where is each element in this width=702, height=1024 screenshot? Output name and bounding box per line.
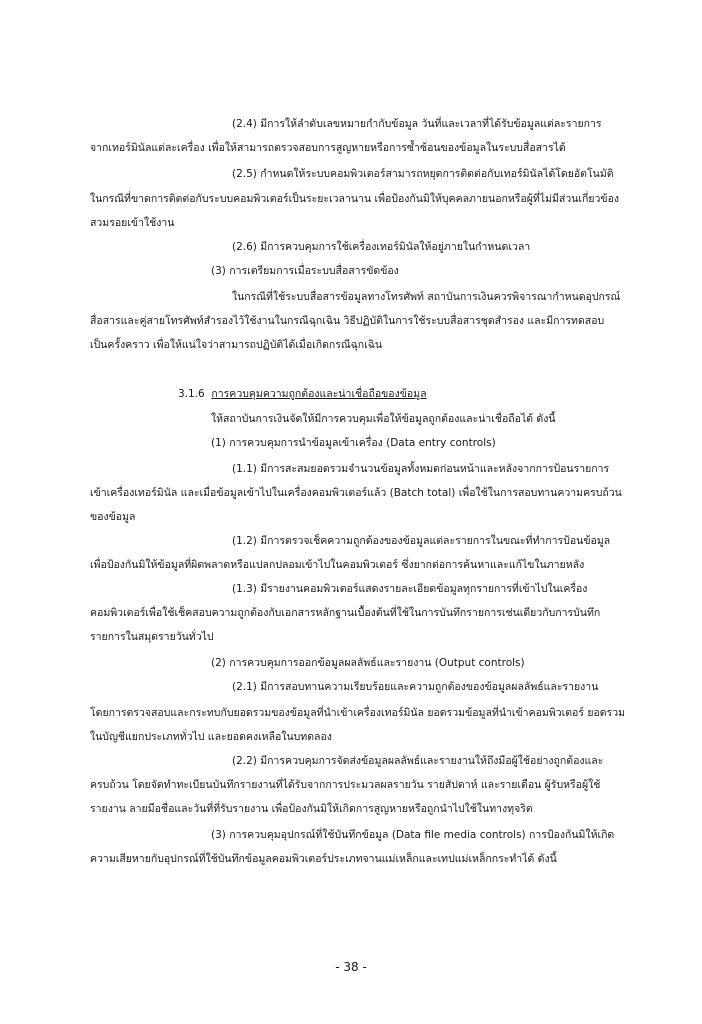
text-line: คอมพิวเตอร์เพื่อใช้เช็คสอบความถูกต้องกับเอกสารหลักฐานเบื้องต้นที่ใช้ในการบันทึกรายการเช่นเดียวกับการบันทึก (90, 607, 601, 619)
text-line: ในกรณีที่ขาดการติดต่อกับระบบคอมพิวเตอร์เป็นระยะเวลานาน เพื่อป้องกันมิให้บุคคลภายนอกหรือผู้ที่ไม่มีส่วนเกี่ยวข้อง (90, 193, 620, 205)
section-number: 3.1.6 (178, 388, 205, 400)
text-line: สวมรอยเข้าใช้งาน (90, 217, 175, 229)
page-number: - 38 - (335, 960, 367, 974)
text-line: (2.1) มีการสอบทานความเรียบร้อยและความถูกต้องของข้อมูลผลลัพธ์และรายงาน (232, 681, 599, 693)
text-line: (2.2) มีการควบคุมการจัดส่งข้อมูลผลลัพธ์และรายงานให้ถึงมือผู้ใช้อย่างถูกต้องและ (232, 755, 604, 767)
text-line: ให้สถาบันการเงินจัดให้มีการควบคุมเพื่อให้ข้อมูลถูกต้องและน่าเชื่อถือได้ ดังนี้ (211, 413, 556, 425)
text-line: โดยการตรวจสอบและกระทบกับยอดรวมของข้อมูลที่นำเข้าเครื่องเทอร์มินัล ยอดรวมข้อมูลที่นำเข้าคอมพิวเตอร์ ยอดรวม (90, 707, 626, 719)
text-line: ในกรณีที่ใช้ระบบสื่อสารข้อมูลทางโทรศัพท์ สถาบันการเงินควรพิจารณากำหนดอุปกรณ์ (232, 291, 621, 303)
text-line: จากเทอร์มินัลแต่ละเครื่อง เพื่อให้สามารถตรวจสอบการสูญหายหรือการซ้ำซ้อนของข้อมูลในระบบสื่อสารได้ (90, 142, 566, 154)
text-line: รายการในสมุดรายวันทั่วไป (90, 631, 214, 643)
text-line: เป็นครั้งคราว เพื่อให้แน่ใจว่าสามารถปฏิบัติได้เมื่อเกิดกรณีฉุกเฉิน (90, 339, 383, 351)
text-line: รายงาน ลายมือชื่อและวันที่ที่รับรายงาน เพื่อป้องกันมิให้เกิดการสูญหายหรือถูกนำไปใช้ในทางทุจริต (90, 803, 533, 815)
text-line: (1) การควบคุมการนำข้อมูลเข้าเครื่อง (Data entry controls) (211, 437, 496, 449)
text-line: เข้าเครื่องเทอร์มินัล และเมื่อข้อมูลเข้าไปในเครื่องคอมพิวเตอร์แล้ว (Batch total) เพื่อใช้ในการสอบทานความครบถ้วน (90, 487, 622, 499)
text-line: สื่อสารและคู่สายโทรศัพท์สำรองไว้ใช้งานในกรณีฉุกเฉิน วิธีปฏิบัติในการใช้ระบบสื่อสารชุดสำรอง และมีการทดสอบ (90, 315, 605, 327)
text-line: ของข้อมูล (90, 511, 136, 523)
section-title: การควบคุมความถูกต้องและน่าเชื่อถือของข้อมูล (211, 388, 427, 400)
text-line: (3) การเตรียมการเมื่อระบบสื่อสารขัดข้อง (211, 265, 399, 277)
section-heading (178, 387, 427, 401)
text-line: (1.3) มีรายงานคอมพิวเตอร์แสดงรายละเอียดข้อมูลทุกรายการที่เข้าไปในเครื่อง (232, 583, 588, 595)
text-line: (2) การควบคุมการออกข้อมูลผลลัพธ์และรายงาน (Output controls) (211, 657, 525, 669)
text-line: ครบถ้วน โดยจัดทำทะเบียนบันทึกรายงานที่ได้รับจากการประมวลผลรายวัน รายสัปดาห์ และรายเดือน ผู้รับหรือผู้ใช้ (90, 779, 601, 791)
text-line: (2.5) กำหนดให้ระบบคอมพิวเตอร์สามารถหยุดการติดต่อกับเทอร์มินัลได้โดยอัตโนมัติ (232, 168, 614, 180)
text-line: (1.1) มีการสะสมยอดรวมจำนวนข้อมูลทั้งหมดก่อนหน้าและหลังจากการป้อนรายการ (232, 463, 610, 475)
text-line: (1.2) มีการตรวจเช็คความถูกต้องของข้อมูลแต่ละรายการในขณะที่ทำการป้อนข้อมูล (232, 535, 611, 547)
text-line: (2.6) มีการควบคุมการใช้เครื่องเทอร์มินัลให้อยู่ภายในกำหนดเวลา (232, 241, 531, 253)
text-line: ในบัญชีแยกประเภททั่วไป และยอดคงเหลือในบทดลอง (90, 731, 332, 743)
text-line: (2.4) มีการให้ลำดับเลขหมายกำกับข้อมูล วันที่และเวลาที่ได้รับข้อมูลแต่ละรายการ (232, 118, 602, 130)
text-line: ความเสียหายกับอุปกรณ์ที่ใช้บันทึกข้อมูลคอมพิวเตอร์ประเภทจานแม่เหล็กและเทปแม่เหล็กกระทำได้ ดังนี้ (90, 853, 557, 865)
text-line: เพื่อป้องกันมิให้ข้อมูลที่ผิดพลาดหรือแปลกปลอมเข้าไปในคอมพิวเตอร์ ซึ่งยากต่อการค้นหาและแก้ไขในภายหลัง (90, 559, 585, 571)
text-line: (3) การควบคุมอุปกรณ์ที่ใช้บันทึกข้อมูล (Data file media controls) การป้องกันมิให้เกิด (211, 829, 615, 841)
